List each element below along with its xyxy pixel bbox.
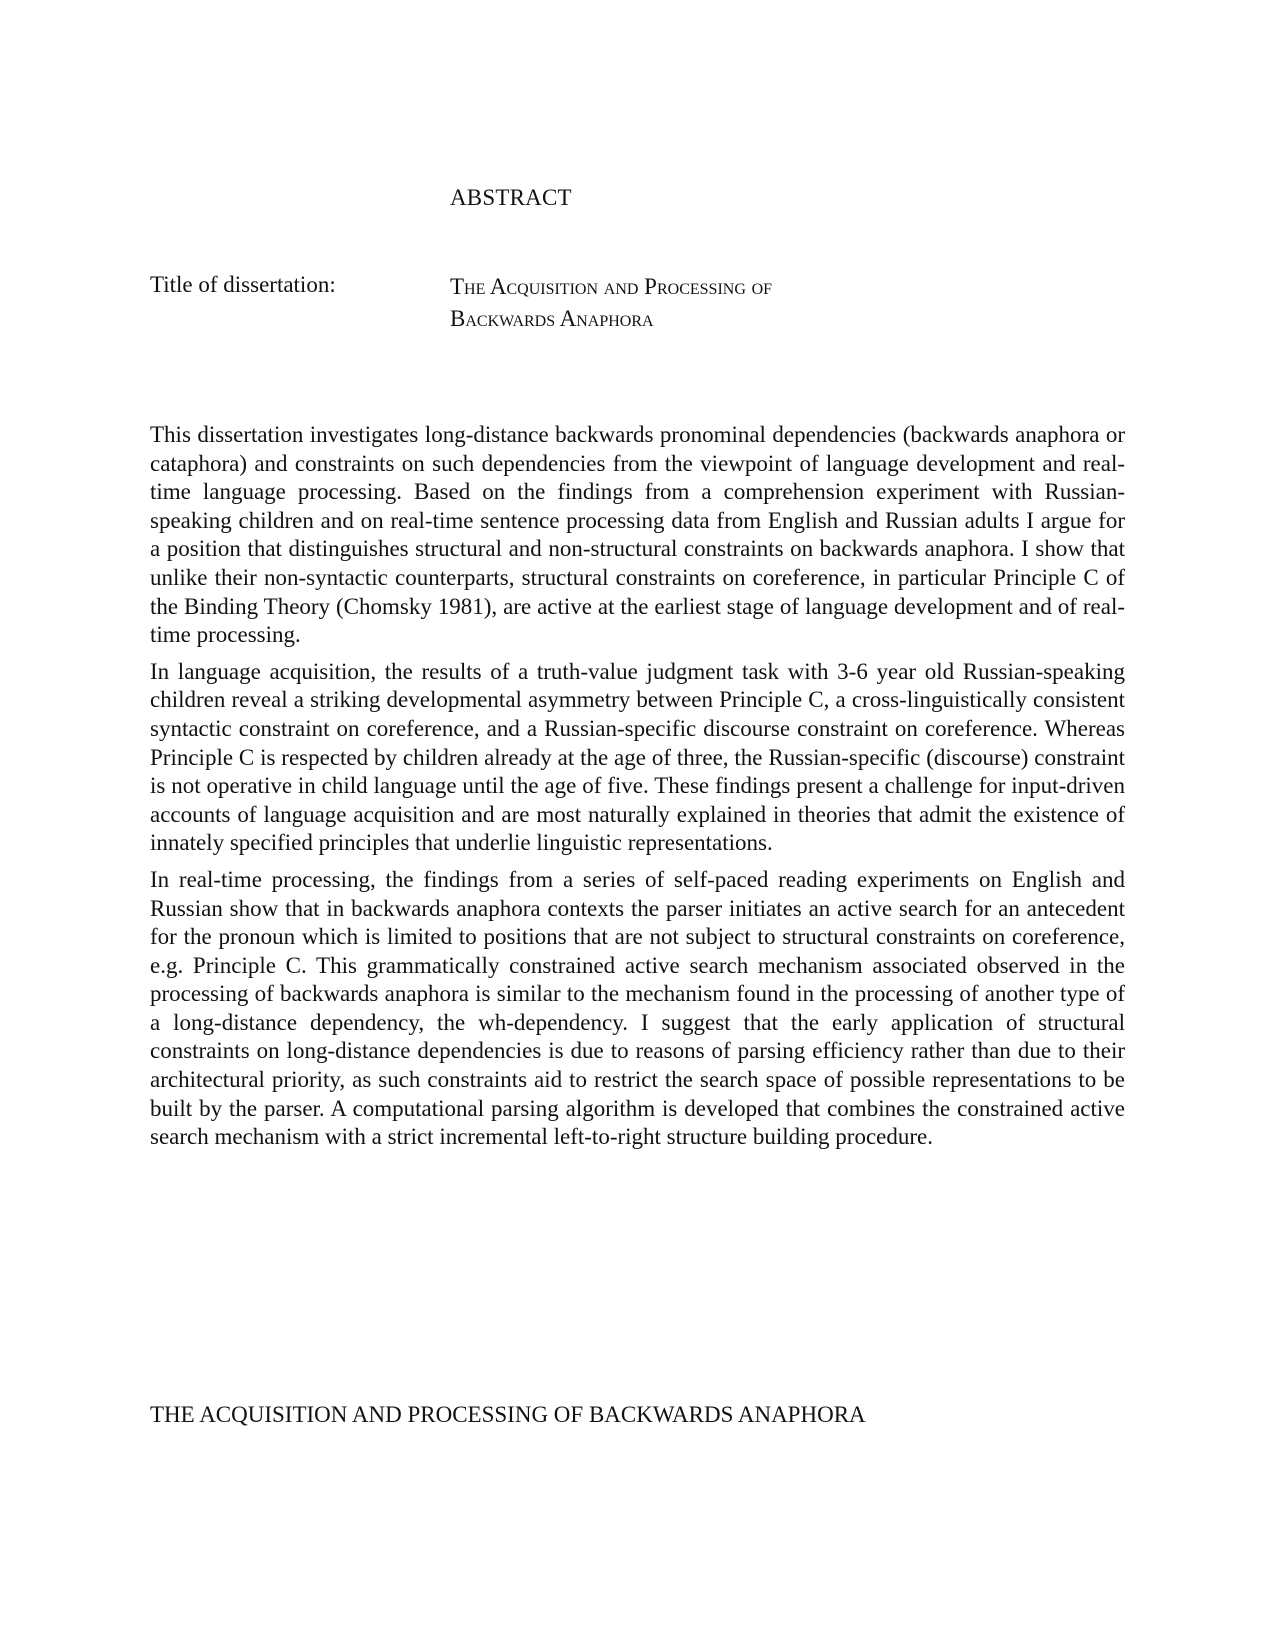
abstract-paragraph-3: In real-time processing, the findings from a series of self-paced reading experiments on English and Russian show that in backwards anaphora contexts the parser initiates an active search for an antecedent for the pronoun which is limited to positions that are not subject to structural constraints on coreference, e.g. Principle C. This grammatically constrained active search mechanism associated observed in the processing of backwards anaphora is similar to the mechanism found in the processing of another type of a long-distance dependency, the wh-dependency. I suggest that the early application of structural constraints on long-distance dependencies is due to reasons of parsing efficiency rather than due to their architectural priority, as such constraints aid to restrict the search space of possible representations to be built by the parser. A computational parsing algorithm is developed that combines the constrained active search mechanism with a strict incremental left-to-right structure building procedure. xyxy=(150,866,1125,1150)
abstract-paragraph-1: This dissertation investigates long-distance backwards pronominal dependencies (backwards anaphora or cataphora) and constraints on such dependencies from the viewpoint of language development and real-time language processing. Based on the findings from a comprehension experiment with Russian-speaking children and on real-time sentence processing data from English and Russian adults I argue for a position that distinguishes structural and non-structural constraints on backwards anaphora. I show that unlike their non-syntactic counterparts, structural constraints on coreference, in particular Principle C of the Binding Theory (Chomsky 1981), are active at the earliest stage of language development and of real-time processing. xyxy=(150,422,1125,648)
abstract-body xyxy=(150,421,1125,1160)
abstract-paragraph-2: In language acquisition, the results of a truth-value judgment task with 3-6 year old Russian-speaking children reveal a striking developmental asymmetry between Principle C, a cross-linguistically consistent syntactic constraint on coreference, and a Russian-specific discourse constraint on coreference. Whereas Principle C is respected by children already at the age of three, the Russian-specific (discourse) constraint is not operative in child language until the age of five. These findings present a challenge for input-driven accounts of language acquisition and are most naturally explained in theories that admit the existence of innately specified principles that underlie linguistic representations. xyxy=(150,658,1125,856)
title-label: Title of dissertation: xyxy=(150,272,336,297)
dissertation-title xyxy=(450,271,772,335)
dissertation-title-line-2: Backwards Anaphora xyxy=(450,306,654,331)
footer-title: THE ACQUISITION AND PROCESSING OF BACKWARDS ANAPHORA xyxy=(150,1402,866,1427)
abstract-heading: ABSTRACT xyxy=(450,185,572,210)
dissertation-title-line-1: The Acquisition and Processing of xyxy=(450,274,773,299)
